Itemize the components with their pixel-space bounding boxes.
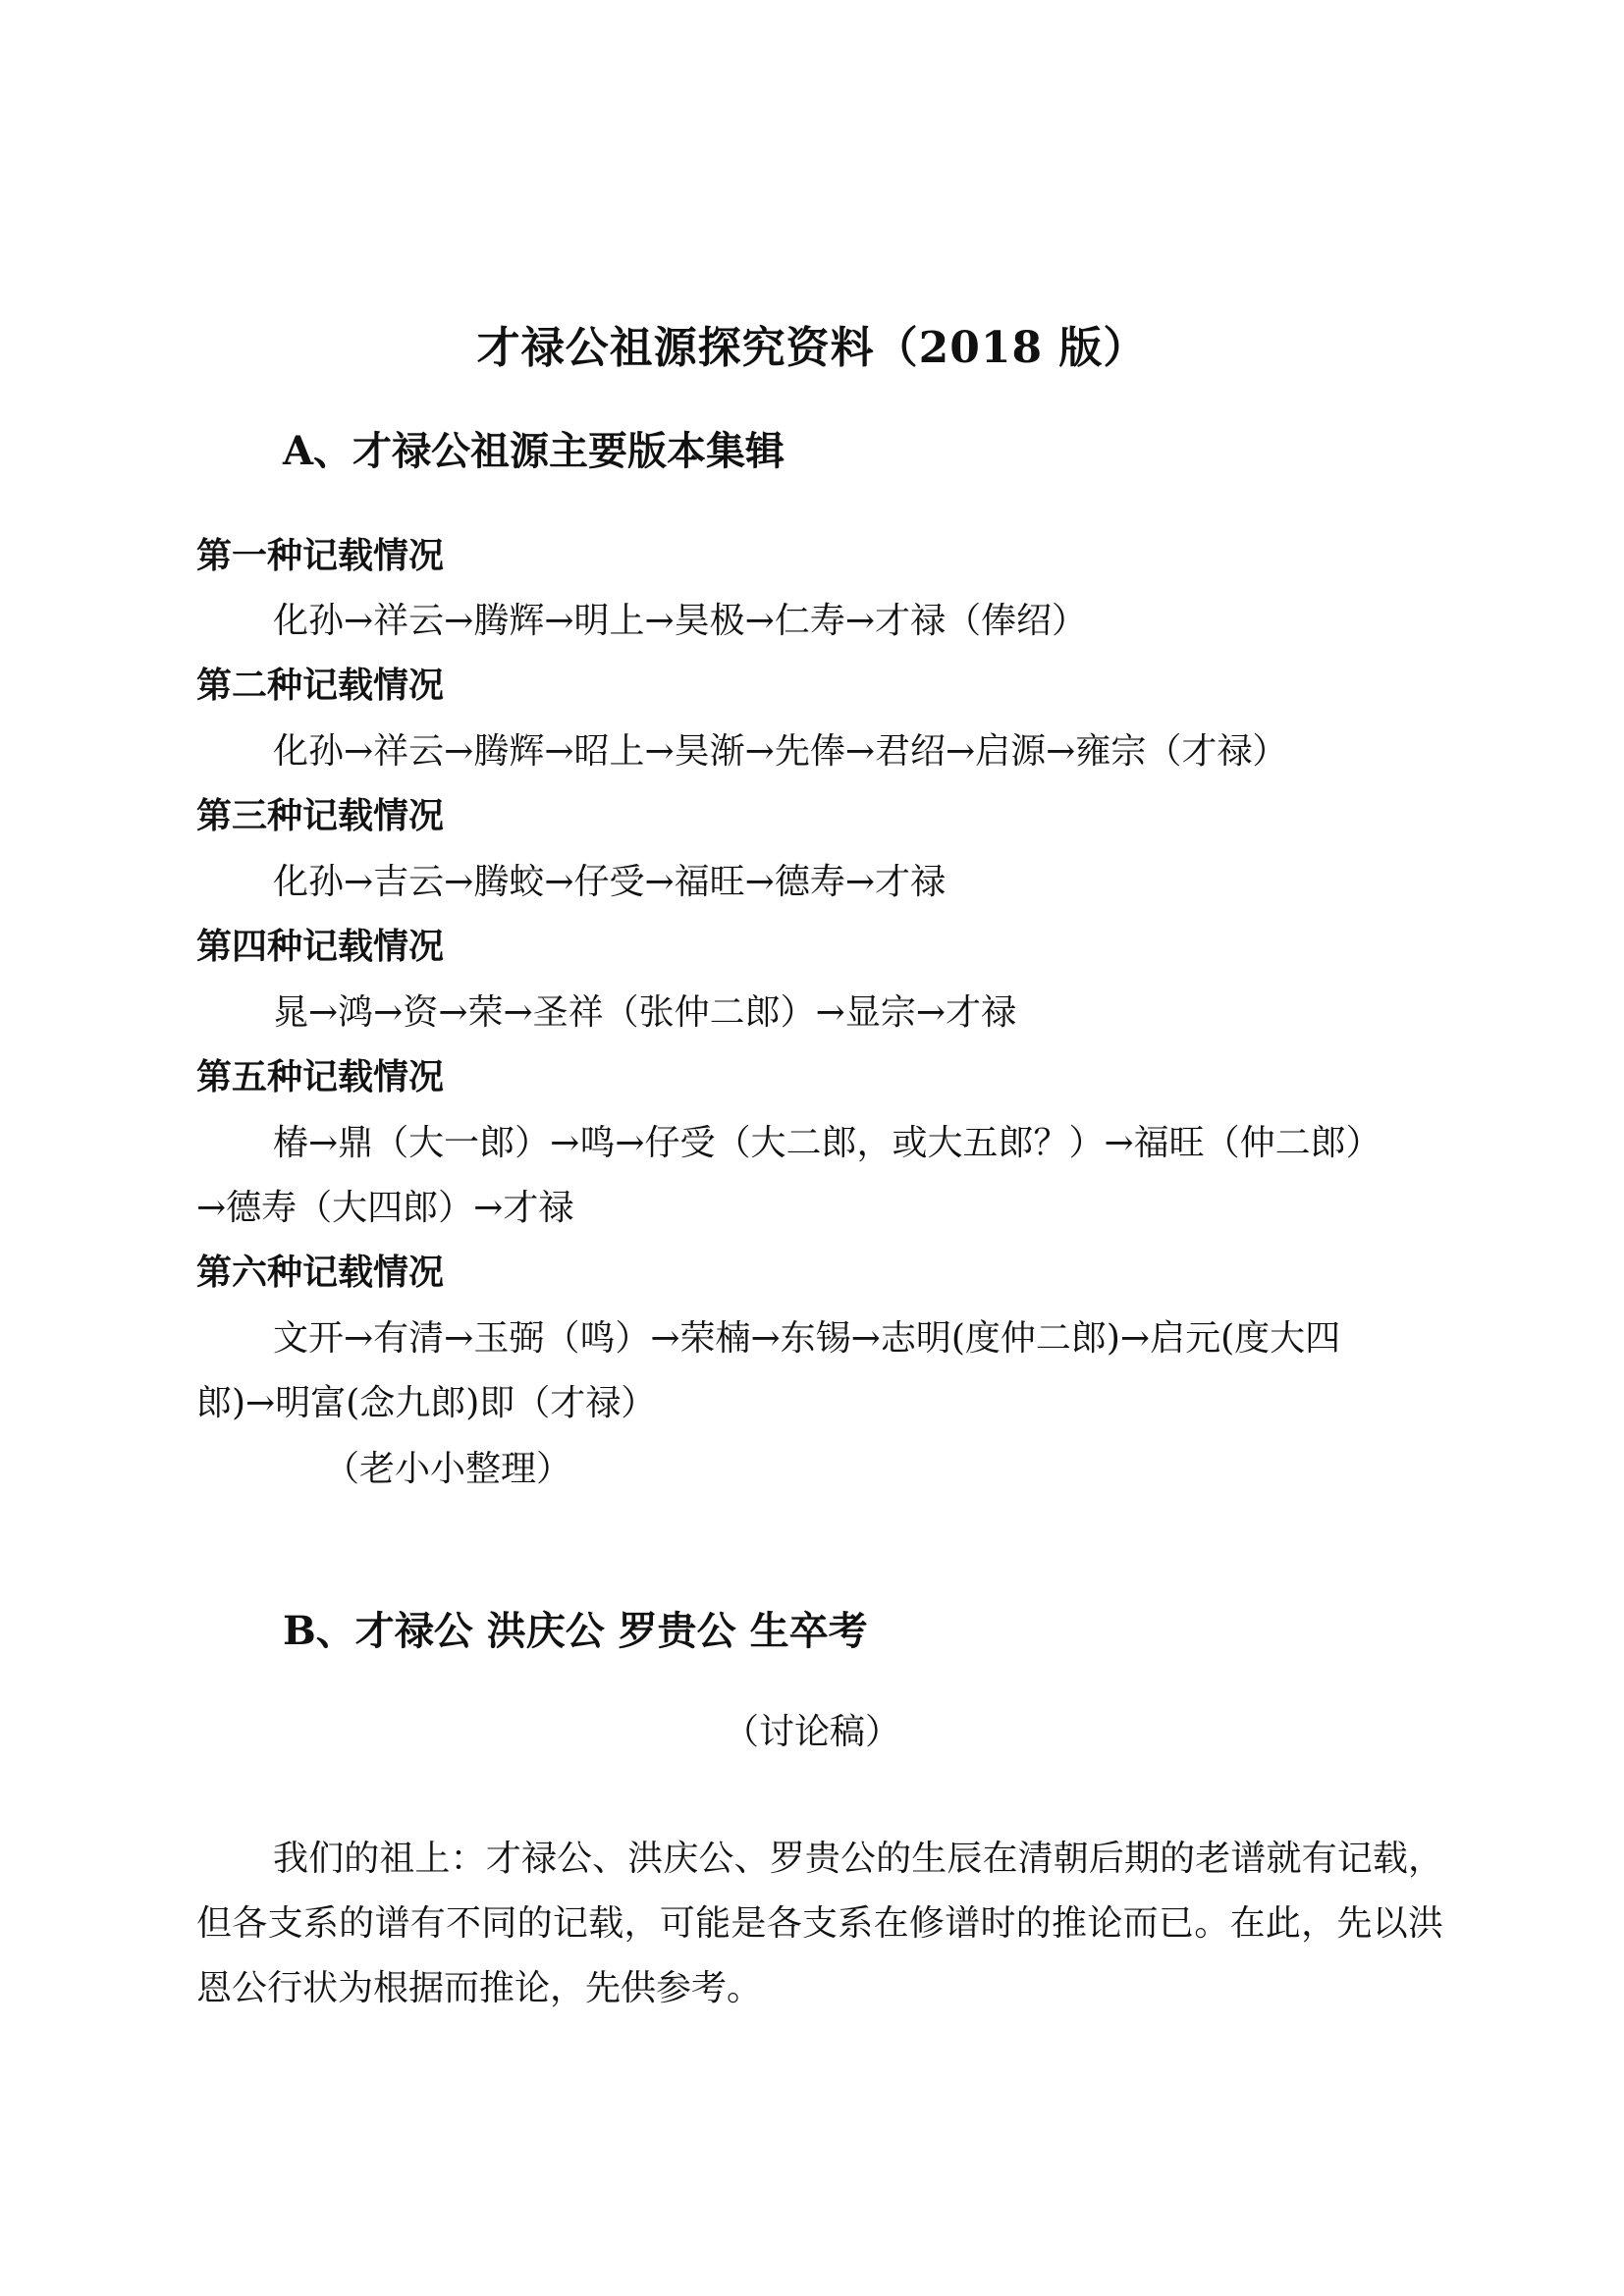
compiler-credit: （老小小整理） xyxy=(324,1449,572,1489)
record-2-lineage: 化孙→祥云→腾辉→昭上→昊渐→先俸→君绍→启源→雍宗（才禄） xyxy=(273,731,1288,772)
record-6-lineage-line-1: 文开→有清→玉弼（鸣）→荣楠→东锡→志明(度仲二郎)→启元(度大四 xyxy=(273,1318,1341,1359)
record-6-lineage-line-2: 郎)→明富(念九郎)即（才禄） xyxy=(196,1383,657,1423)
record-3-label: 第三种记载情况 xyxy=(196,795,445,836)
section-b-paragraph: 我们的祖上：才禄公、洪庆公、罗贵公的生辰在清朝后期的老谱就有记载，但各支系的谱有不同的记载，可能是各支系在修谱时的推论而已。在此，先以洪恩公行状为根据而推论，先供参考。 xyxy=(196,1839,1443,2008)
record-4-lineage: 晁→鸿→资→荣→圣祥（张仲二郎）→显宗→才禄 xyxy=(273,992,1016,1033)
section-b-heading: B、才禄公 洪庆公 罗贵公 生卒考 xyxy=(283,1608,868,1654)
record-2-label: 第二种记载情况 xyxy=(196,665,445,706)
record-4-label: 第四种记载情况 xyxy=(196,926,445,967)
section-b-subtitle: （讨论稿） xyxy=(723,1712,900,1752)
record-5-lineage-line-2: →德寿（大四郎）→才禄 xyxy=(196,1188,574,1228)
record-5-lineage-line-1: 椿→鼎（大一郎）→鸣→仔受（大二郎，或大五郎？）→福旺（仲二郎） xyxy=(273,1123,1381,1163)
record-5-label: 第五种记载情况 xyxy=(196,1056,445,1097)
record-1-label: 第一种记载情况 xyxy=(196,535,445,576)
section-a-heading: A、才禄公祖源主要版本集辑 xyxy=(283,428,785,474)
document-title: 才禄公祖源探究资料（2018 版） xyxy=(476,323,1148,373)
record-3-lineage: 化孙→吉云→腾蛟→仔受→福旺→德寿→才禄 xyxy=(273,862,946,902)
record-1-lineage: 化孙→祥云→腾辉→明上→昊极→仁寿→才禄（俸绍） xyxy=(273,601,1087,641)
record-6-label: 第六种记载情况 xyxy=(196,1252,445,1293)
